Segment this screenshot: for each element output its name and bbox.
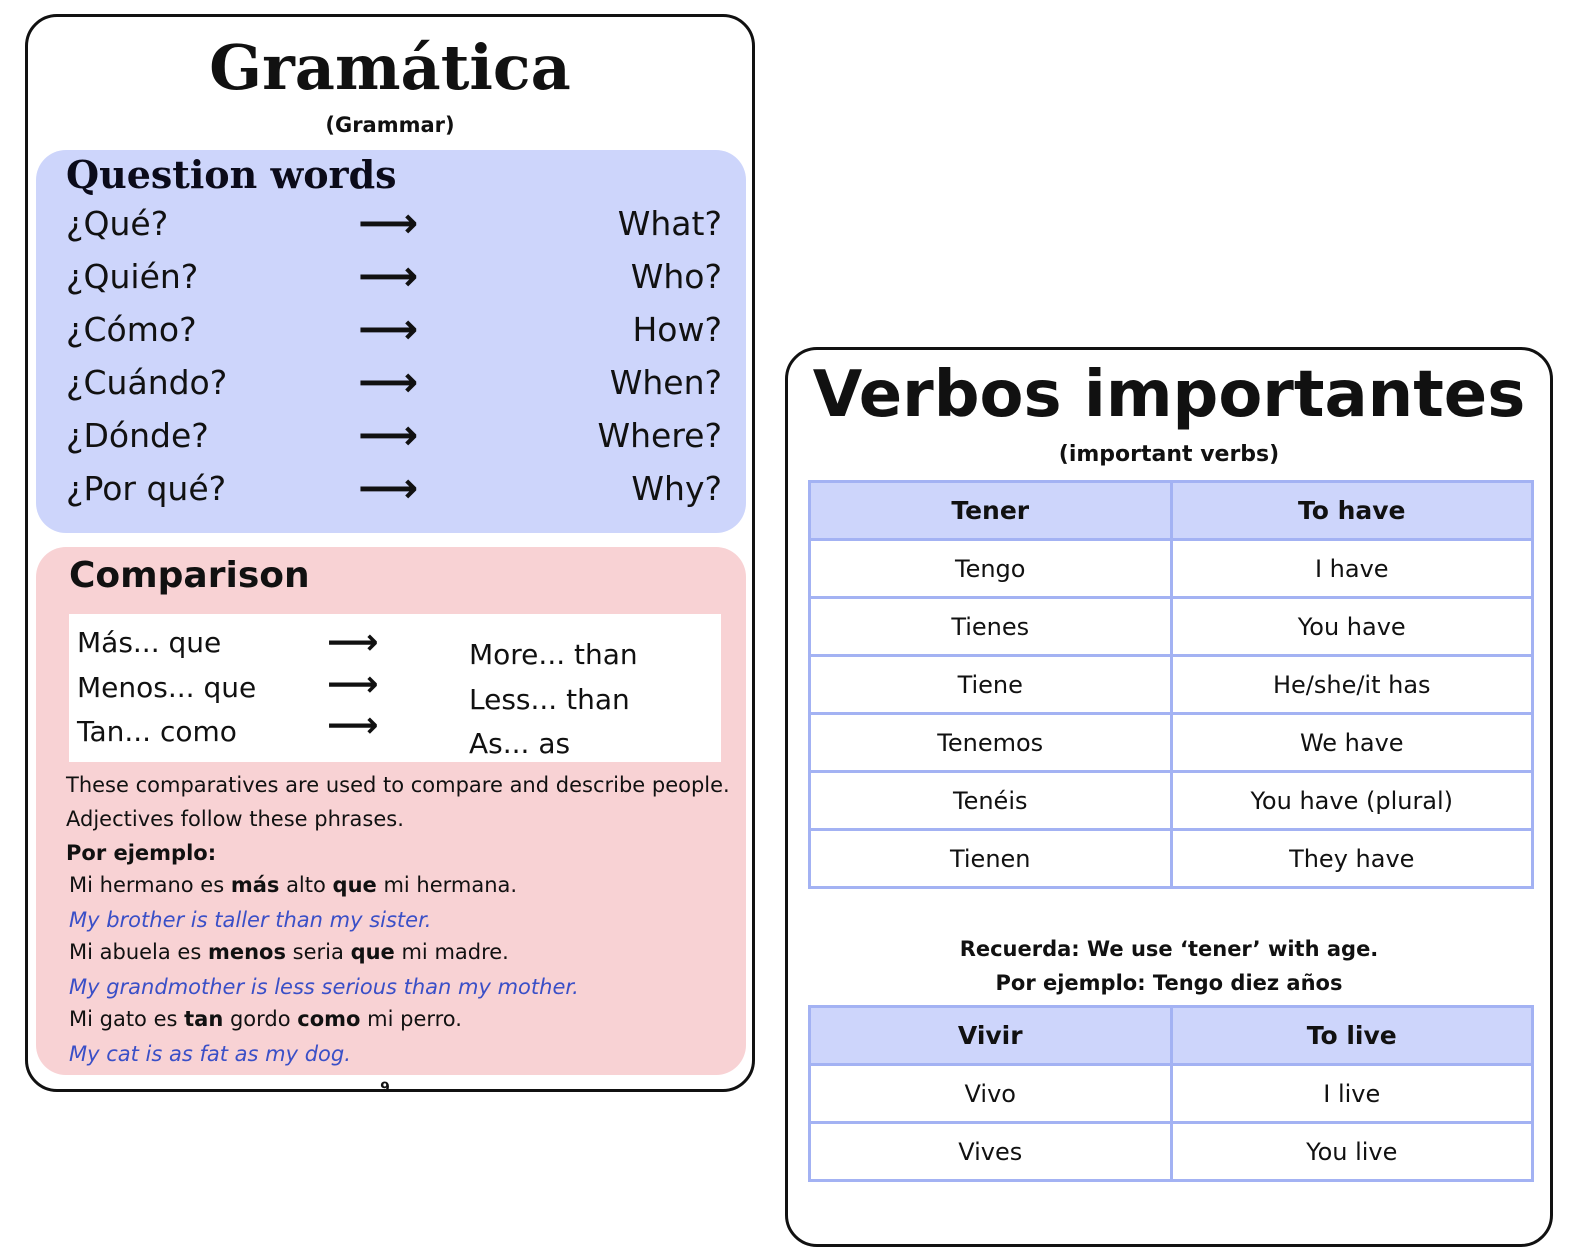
- grammar-subtitle: (Grammar): [325, 113, 455, 137]
- verb-form: Tenemos: [810, 714, 1172, 772]
- table-header-row: [810, 1007, 1533, 1065]
- question-word-es: ¿Quién?: [66, 257, 199, 296]
- table-row: [810, 772, 1533, 830]
- question-words-heading: Question words: [66, 152, 397, 197]
- comparison-en: Less... than: [469, 683, 630, 716]
- verbs-card: [785, 347, 1553, 1247]
- table-row: [810, 1123, 1533, 1181]
- grammar-title: Gramática: [209, 31, 571, 104]
- question-word-en: Where?: [597, 416, 722, 455]
- arrow-icon: ⟶: [327, 622, 379, 663]
- verb-form: Vives: [810, 1123, 1172, 1181]
- arrow-icon: ⟶: [327, 664, 379, 705]
- verb-translation: I live: [1171, 1065, 1533, 1123]
- arrow-icon: ⟶: [327, 705, 379, 746]
- table-row: [810, 540, 1533, 598]
- table-header: To live: [1171, 1007, 1533, 1065]
- verb-translation: You have: [1171, 598, 1533, 656]
- question-word-en: When?: [609, 363, 722, 402]
- table-row: [810, 830, 1533, 888]
- page-number: 9: [380, 1080, 390, 1096]
- arrow-icon: ⟶: [358, 463, 419, 512]
- comparison-box: [69, 614, 721, 762]
- arrow-icon: ⟶: [358, 357, 419, 406]
- verb-form: Tienes: [810, 598, 1172, 656]
- comparison-es: Menos... que: [77, 671, 257, 704]
- comparison-explanation: These comparatives are used to compare and describe people.: [66, 773, 730, 797]
- vivir-table: [808, 1005, 1534, 1182]
- reminder-example: Por ejemplo: Tengo diez años: [995, 971, 1343, 995]
- question-words-panel: [36, 150, 746, 533]
- verbs-title: Verbos importantes: [812, 358, 1526, 432]
- question-word-es: ¿Cómo?: [66, 310, 197, 349]
- example-english: My brother is taller than my sister.: [69, 908, 432, 932]
- question-word-es: ¿Por qué?: [66, 469, 227, 508]
- arrow-icon: ⟶: [358, 198, 419, 247]
- example-english: My cat is as fat as my dog.: [69, 1042, 351, 1066]
- example-spanish: Mi abuela es menos seria que mi madre.: [69, 940, 509, 964]
- question-word-en: Why?: [631, 469, 722, 508]
- comparison-es: Más... que: [77, 626, 222, 659]
- verb-form: Tiene: [810, 656, 1172, 714]
- verb-translation: You live: [1171, 1123, 1533, 1181]
- question-word-row: [36, 357, 746, 415]
- tener-table: [808, 480, 1534, 889]
- table-row: [810, 1065, 1533, 1123]
- verb-translation: He/she/it has: [1171, 656, 1533, 714]
- verb-translation: You have (plural): [1171, 772, 1533, 830]
- question-word-en: Who?: [630, 257, 722, 296]
- table-header: Tener: [810, 482, 1172, 540]
- question-word-row: [36, 410, 746, 468]
- verb-translation: I have: [1171, 540, 1533, 598]
- question-word-row: [36, 198, 746, 256]
- arrow-icon: ⟶: [358, 251, 419, 300]
- example-english: My grandmother is less serious than my mother.: [69, 975, 579, 999]
- reminder-line: Recuerda: We use ‘tener’ with age.: [959, 937, 1379, 961]
- question-word-row: [36, 251, 746, 309]
- verb-form: Tengo: [810, 540, 1172, 598]
- question-word-es: ¿Cuándo?: [66, 363, 228, 402]
- example-spanish: Mi hermano es más alto que mi hermana.: [69, 873, 518, 897]
- question-word-es: ¿Dónde?: [66, 416, 209, 455]
- verbs-subtitle: (important verbs): [1058, 442, 1280, 467]
- comparison-es: Tan... como: [77, 715, 237, 748]
- comparison-explanation: Adjectives follow these phrases.: [66, 807, 404, 831]
- verb-translation: They have: [1171, 830, 1533, 888]
- table-row: [810, 656, 1533, 714]
- table-header: Vivir: [810, 1007, 1172, 1065]
- comparison-heading: Comparison: [69, 555, 310, 596]
- reminder-note: [788, 932, 1550, 1000]
- table-header-row: [810, 482, 1533, 540]
- question-word-en: What?: [617, 204, 722, 243]
- verb-form: Vivo: [810, 1065, 1172, 1123]
- verb-form: Tienen: [810, 830, 1172, 888]
- example-spanish: Mi gato es tan gordo como mi perro.: [69, 1007, 462, 1031]
- grammar-card: [25, 14, 755, 1092]
- example-label: Por ejemplo:: [66, 841, 217, 865]
- comparison-panel: [36, 547, 746, 1075]
- verb-form: Tenéis: [810, 772, 1172, 830]
- question-word-es: ¿Qué?: [66, 204, 169, 243]
- question-word-row: [36, 304, 746, 362]
- table-header: To have: [1171, 482, 1533, 540]
- question-word-en: How?: [632, 310, 722, 349]
- comparison-en: More... than: [469, 638, 638, 671]
- comparison-en: As... as: [469, 727, 571, 760]
- arrow-icon: ⟶: [358, 410, 419, 459]
- table-row: [810, 714, 1533, 772]
- verb-translation: We have: [1171, 714, 1533, 772]
- table-row: [810, 598, 1533, 656]
- arrow-icon: ⟶: [358, 304, 419, 353]
- question-word-row: [36, 463, 746, 521]
